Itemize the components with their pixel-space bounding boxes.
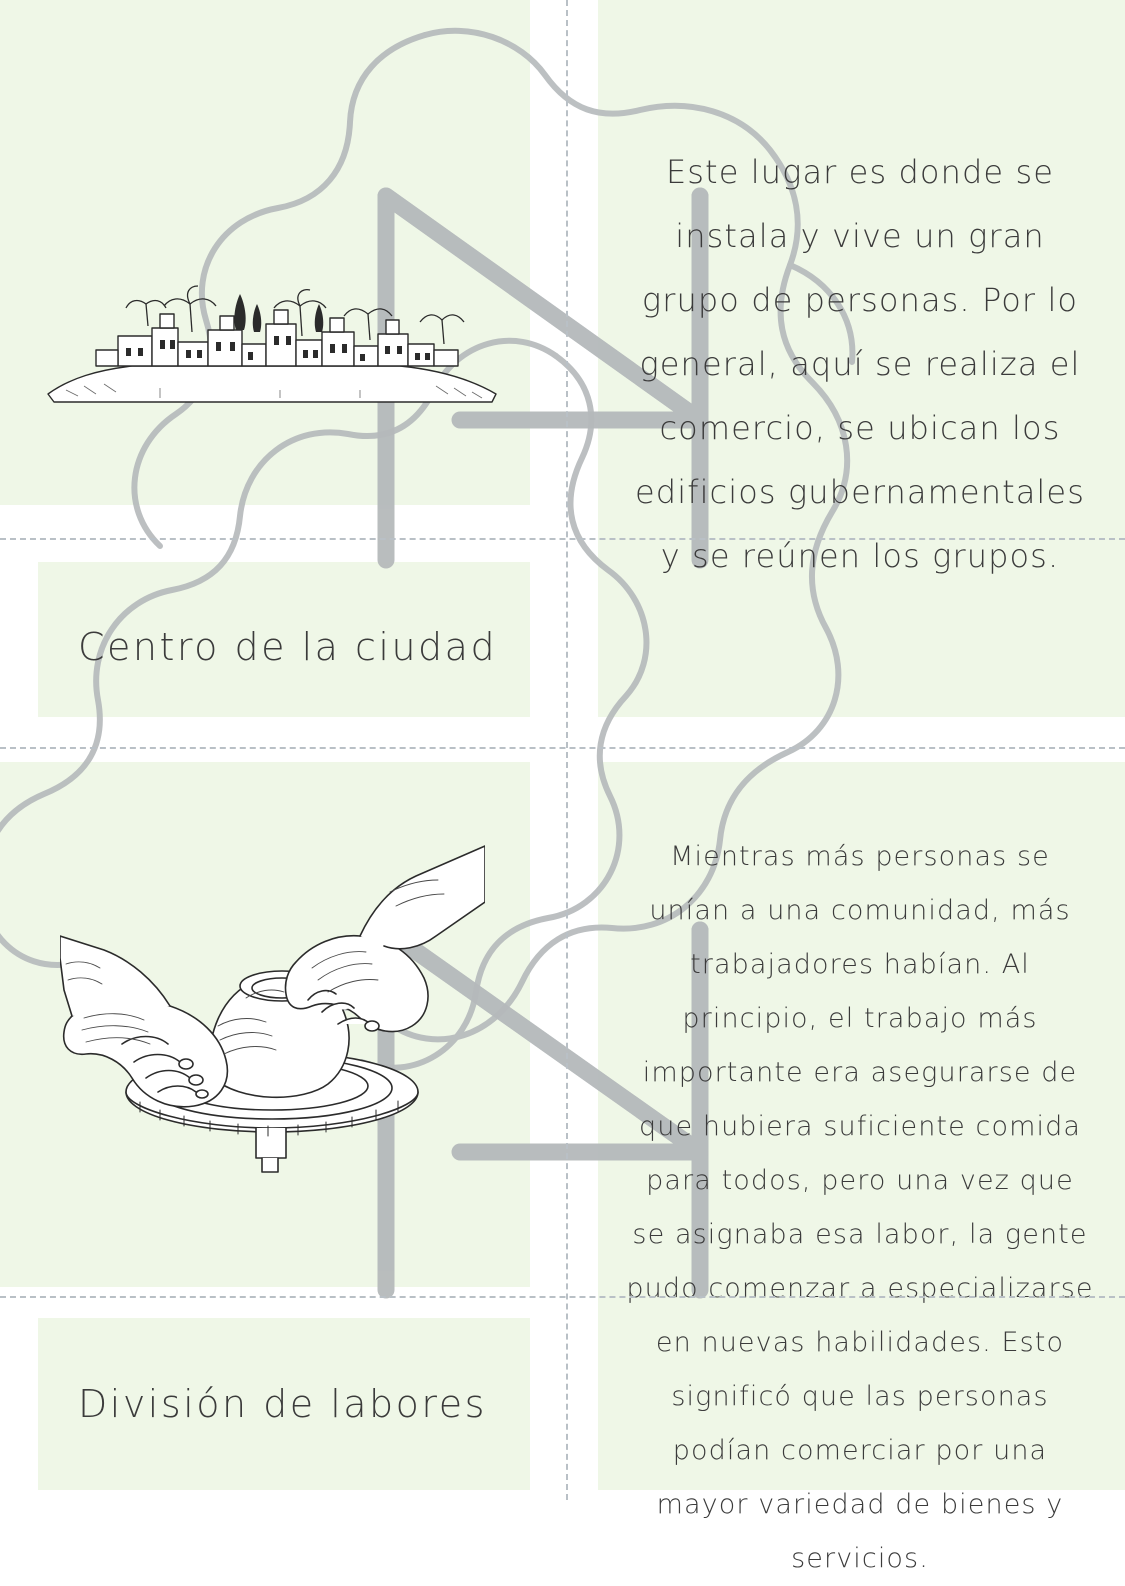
cut-guide-vertical-1 [566, 0, 568, 1500]
cut-guide-horizontal-2 [0, 747, 1125, 749]
card-title-1: Centro de la ciudad [78, 625, 498, 669]
card-image-panel-1 [0, 0, 530, 505]
pottery-hands-illustration [60, 840, 485, 1180]
card-title-2: División de labores [78, 1382, 487, 1426]
city-skyline-illustration [40, 270, 510, 415]
card-body-1: Este lugar es donde se instala y vive un gran grupo de personas. Por lo general, aquí se realiza el comercio, se ubican los edificios gubernamentales y se reúnen los grupos. [635, 153, 1085, 575]
card-body-2: Mientras más personas se unían a una comunidad, más trabajadores habían. Al principio, el trabajo más importante era asegurarse de que hubiera suficiente comida para todos, pero una vez que se asignaba esa labor, la gente pudo comenzar a especializarse en nuevas habilidades. Esto significó que las personas podían comerciar por una mayor variedad de bienes y servicios. [626, 841, 1094, 1574]
